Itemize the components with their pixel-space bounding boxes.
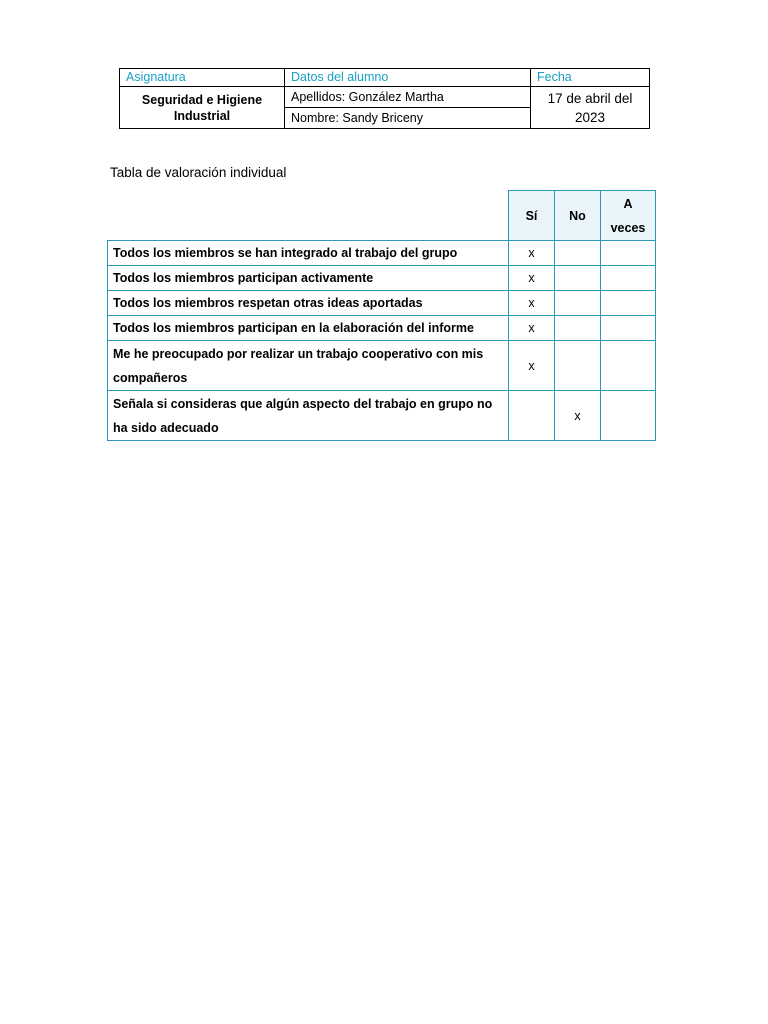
- mark-si: x: [509, 341, 555, 391]
- mark-si: x: [509, 266, 555, 291]
- header-empty-cell: [108, 191, 509, 241]
- table-row: [108, 266, 656, 291]
- date-value: 17 de abril del 2023: [531, 87, 650, 129]
- mark-a-veces: [601, 266, 656, 291]
- column-header-no: No: [555, 191, 601, 241]
- table-row: [108, 241, 656, 266]
- mark-a-veces: [601, 341, 656, 391]
- mark-no: [555, 341, 601, 391]
- assessment-table: [107, 190, 656, 441]
- table-row: [108, 316, 656, 341]
- subject-value: Seguridad e Higiene Industrial: [120, 87, 285, 129]
- mark-no: [555, 266, 601, 291]
- criterion-text: Todos los miembros participan activamente: [108, 266, 509, 291]
- column-header-a-veces: A veces: [601, 191, 656, 241]
- student-header-table: [119, 68, 650, 129]
- mark-no: [555, 291, 601, 316]
- surname-value: Apellidos: González Martha: [285, 87, 531, 108]
- mark-a-veces: [601, 291, 656, 316]
- criterion-text: Todos los miembros respetan otras ideas aportadas: [108, 291, 509, 316]
- criterion-text: Señala si consideras que algún aspecto del trabajo en grupo no ha sido adecuado: [108, 391, 509, 441]
- student-column-header: Datos del alumno: [285, 69, 531, 87]
- column-header-si: Sí: [509, 191, 555, 241]
- table-row: [108, 291, 656, 316]
- mark-no: [555, 241, 601, 266]
- table-row: [108, 391, 656, 441]
- name-value: Nombre: Sandy Briceny: [285, 108, 531, 129]
- mark-a-veces: [601, 316, 656, 341]
- mark-si: x: [509, 241, 555, 266]
- mark-si: x: [509, 291, 555, 316]
- mark-si: x: [509, 316, 555, 341]
- mark-a-veces: [601, 241, 656, 266]
- mark-no: [555, 316, 601, 341]
- mark-no: x: [555, 391, 601, 441]
- criterion-text: Todos los miembros se han integrado al trabajo del grupo: [108, 241, 509, 266]
- date-column-header: Fecha: [531, 69, 650, 87]
- mark-a-veces: [601, 391, 656, 441]
- mark-si: [509, 391, 555, 441]
- subject-column-header: Asignatura: [120, 69, 285, 87]
- criterion-text: Todos los miembros participan en la elaboración del informe: [108, 316, 509, 341]
- criterion-text: Me he preocupado por realizar un trabajo cooperativo con mis compañeros: [108, 341, 509, 391]
- table-title: Tabla de valoración individual: [110, 165, 287, 180]
- table-row: [108, 341, 656, 391]
